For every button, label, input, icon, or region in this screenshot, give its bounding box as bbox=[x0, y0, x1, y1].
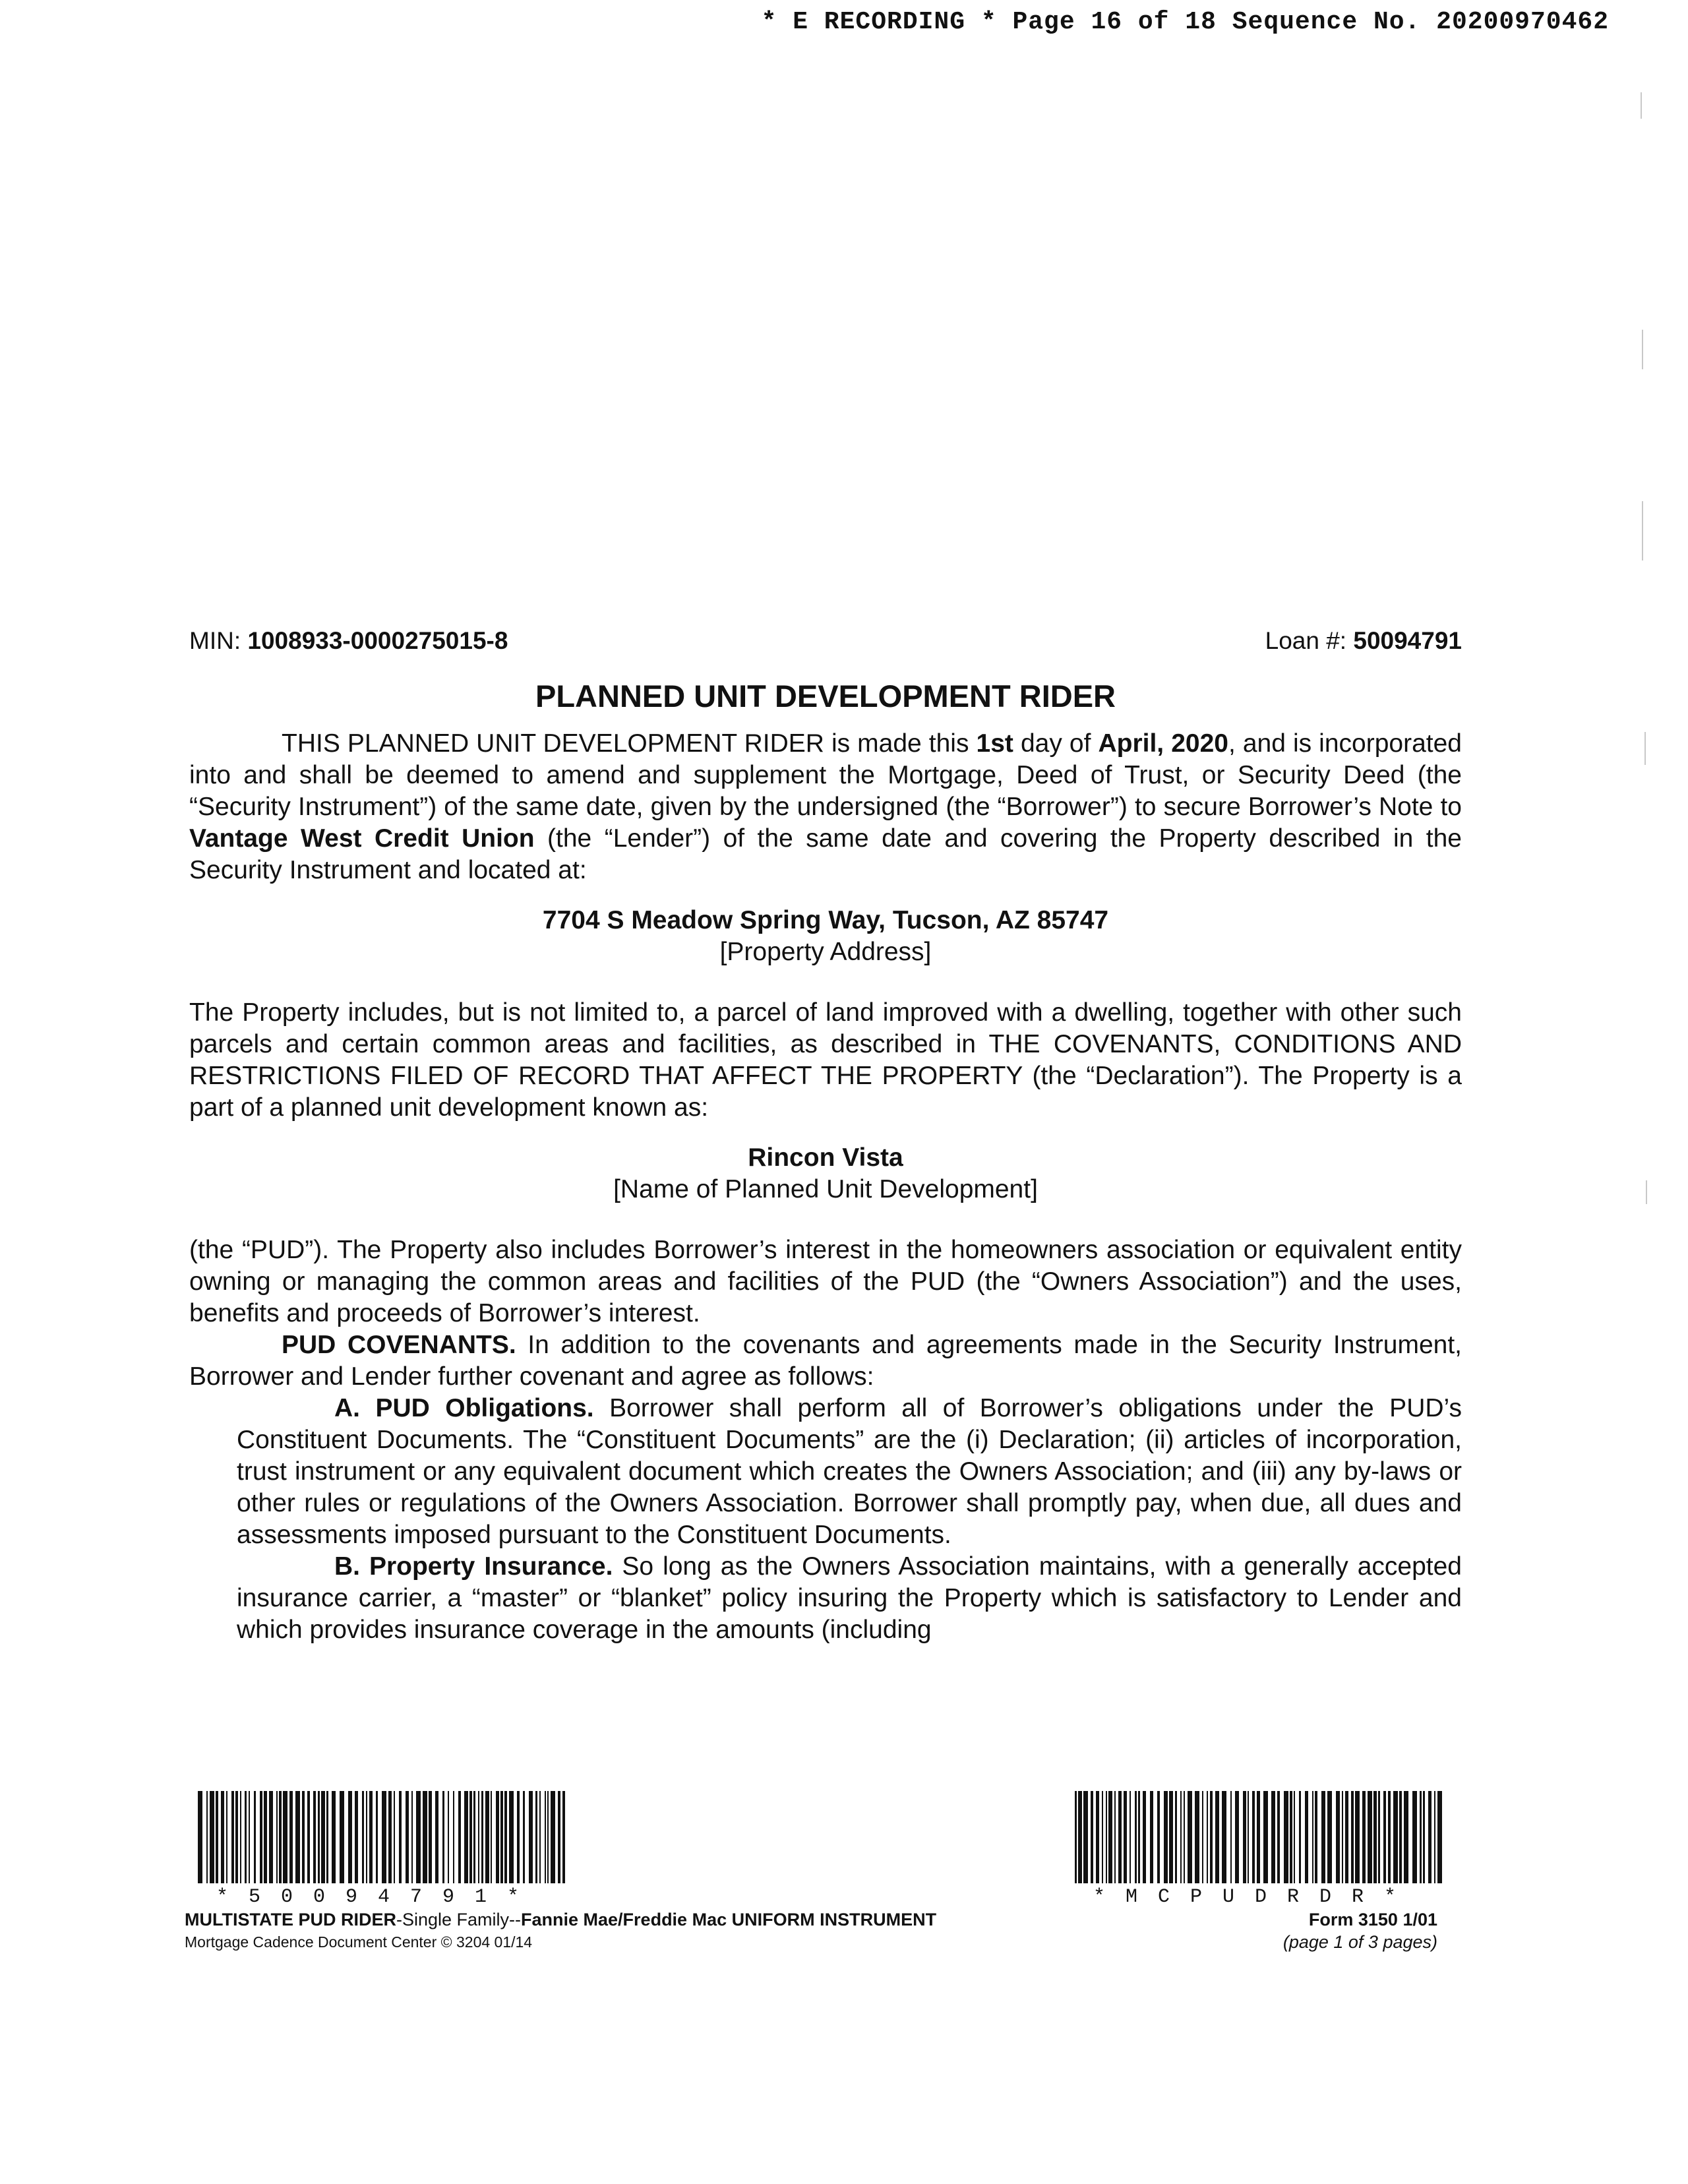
barcode-bar bbox=[478, 1791, 479, 1883]
barcode-bar bbox=[289, 1791, 293, 1883]
barcode-bar bbox=[545, 1791, 546, 1883]
barcode-bar bbox=[453, 1791, 454, 1883]
page-count: (page 1 of 3 pages) bbox=[1282, 1932, 1437, 1952]
barcode-bar bbox=[1083, 1791, 1088, 1883]
barcode-bar bbox=[423, 1791, 427, 1883]
barcode-bar bbox=[1248, 1791, 1249, 1883]
form-title bbox=[185, 1908, 936, 1931]
loan-label: Loan #: bbox=[1265, 627, 1354, 654]
barcode-bar bbox=[295, 1791, 300, 1883]
barcode-bar bbox=[1075, 1791, 1077, 1883]
barcode-bar bbox=[442, 1791, 444, 1883]
barcode-bar bbox=[1404, 1791, 1408, 1883]
form-barcode-text: *MCPUDRDR* bbox=[1093, 1886, 1417, 1908]
recording-header: * E RECORDING * Page 16 of 18 Sequence No. 20200970462 bbox=[761, 8, 1609, 36]
barcode-bar bbox=[245, 1791, 247, 1883]
barcode-bar bbox=[226, 1791, 227, 1883]
barcode-bar bbox=[464, 1791, 468, 1883]
barcode-bar bbox=[1434, 1791, 1435, 1883]
barcode-bar bbox=[1118, 1791, 1122, 1883]
form-barcode-bars bbox=[1075, 1791, 1444, 1883]
barcode-bar bbox=[523, 1791, 525, 1883]
barcode-bar bbox=[1135, 1791, 1137, 1883]
loan-barcode-bars bbox=[198, 1791, 567, 1883]
barcode-bar bbox=[1321, 1791, 1325, 1883]
scan-mark bbox=[1646, 1180, 1647, 1204]
page-footer bbox=[185, 1791, 1464, 1962]
form-title-block bbox=[185, 1908, 936, 1953]
form-barcode bbox=[1075, 1791, 1444, 1908]
barcode-bar bbox=[302, 1791, 305, 1883]
barcode-bar bbox=[1188, 1791, 1192, 1883]
barcode-bar bbox=[1130, 1791, 1131, 1883]
barcode-bar bbox=[500, 1791, 503, 1883]
barcode-bar bbox=[249, 1791, 250, 1883]
barcode-bar bbox=[307, 1791, 310, 1883]
barcode-bar bbox=[206, 1791, 208, 1883]
vendor-line: Mortgage Cadence Document Center © 3204 01/14 bbox=[185, 1933, 533, 1951]
section-a-heading: A. PUD Obligations. bbox=[334, 1394, 594, 1422]
barcode-bar bbox=[1150, 1791, 1153, 1883]
barcode-bar bbox=[326, 1791, 328, 1883]
intro-text: (the “Lender”) of the same date and covering the Property described in the Security Instrument and located at: bbox=[189, 824, 1462, 884]
barcode-bar bbox=[376, 1791, 378, 1883]
section-b-text: So long as the Owners Association maintains, with a generally accepted insurance carrier, a “master” or “blanket” policy insuring the Property which is satisfactory to Lender and which provides insurance coverage in the amounts (including bbox=[237, 1552, 1462, 1644]
barcode-bar bbox=[1345, 1791, 1348, 1883]
intro-paragraph bbox=[189, 728, 1462, 886]
rider-date: April, 2020 bbox=[1098, 729, 1228, 758]
pud-paragraph: (the “PUD”). The Property also includes Borrower’s interest in the homeowners association or equivalent entity owning or managing the common areas and facilities of the PUD (the “Owners Association”) and the uses, benefits and proceeds of Borrower’s interest. bbox=[189, 1236, 1462, 1327]
min-label: MIN: bbox=[189, 627, 248, 654]
section-a-paragraph bbox=[189, 1393, 1462, 1551]
barcode-bar bbox=[406, 1791, 409, 1883]
barcode-bar bbox=[269, 1791, 273, 1883]
loan-value: 50094791 bbox=[1353, 627, 1462, 654]
section-b-heading: B. Property Insurance. bbox=[334, 1552, 613, 1581]
barcode-bar bbox=[254, 1791, 256, 1883]
barcode-bar bbox=[1078, 1791, 1082, 1883]
document-title: PLANNED UNIT DEVELOPMENT RIDER bbox=[535, 679, 1116, 713]
lender-name: Vantage West Credit Union bbox=[189, 824, 535, 853]
barcode-bar bbox=[481, 1791, 483, 1883]
barcode-bar bbox=[1243, 1791, 1246, 1883]
barcode-bar bbox=[264, 1791, 267, 1883]
barcode-bar bbox=[340, 1791, 344, 1883]
barcode-bar bbox=[318, 1791, 320, 1883]
barcode-bar bbox=[529, 1791, 533, 1883]
loan-barcode-text: *50094791* bbox=[216, 1886, 540, 1908]
barcode-bar bbox=[369, 1791, 373, 1883]
barcode-bar bbox=[1124, 1791, 1127, 1883]
loan-number bbox=[1265, 625, 1462, 657]
barcode-bar bbox=[276, 1791, 278, 1883]
barcode-bar bbox=[1102, 1791, 1103, 1883]
property-address-caption: [Property Address] bbox=[719, 938, 932, 966]
barcode-bar bbox=[198, 1791, 202, 1883]
barcode-bar bbox=[348, 1791, 352, 1883]
barcode-bar bbox=[332, 1791, 336, 1883]
barcode-bar bbox=[1428, 1791, 1432, 1883]
intro-text: day of bbox=[1013, 729, 1099, 758]
barcode-bar bbox=[1138, 1791, 1140, 1883]
barcode-bar bbox=[1420, 1791, 1422, 1883]
barcode-bar bbox=[1215, 1791, 1219, 1883]
barcode-bar bbox=[517, 1791, 520, 1883]
barcode-bar bbox=[1184, 1791, 1185, 1883]
scan-mark bbox=[1644, 732, 1646, 765]
barcode-bar bbox=[1423, 1791, 1425, 1883]
barcode-bar bbox=[1108, 1791, 1112, 1883]
intro-text: THIS PLANNED UNIT DEVELOPMENT RIDER is made this bbox=[282, 729, 977, 758]
barcode-bar bbox=[458, 1791, 461, 1883]
barcode-bar bbox=[469, 1791, 472, 1883]
barcode-bar bbox=[509, 1791, 514, 1883]
barcode-bar bbox=[216, 1791, 218, 1883]
barcode-bar bbox=[562, 1791, 565, 1883]
barcode-bar bbox=[313, 1791, 316, 1883]
barcode-bar bbox=[1399, 1791, 1402, 1883]
barcode-bar bbox=[1284, 1791, 1288, 1883]
barcode-bar bbox=[1175, 1791, 1177, 1883]
barcode-bar bbox=[1263, 1791, 1268, 1883]
barcode-bar bbox=[1271, 1791, 1275, 1883]
form-number: Form 3150 1/01 bbox=[1308, 1910, 1437, 1929]
barcode-bar bbox=[1393, 1791, 1398, 1883]
barcode-bar bbox=[473, 1791, 475, 1883]
barcode-bar bbox=[362, 1791, 364, 1883]
pud-name: Rincon Vista bbox=[748, 1143, 903, 1172]
document-body bbox=[189, 625, 1462, 1646]
barcode-bar bbox=[1114, 1791, 1116, 1883]
barcode-bar bbox=[1327, 1791, 1332, 1883]
barcode-bar bbox=[551, 1791, 555, 1883]
barcode-bar bbox=[1210, 1791, 1213, 1883]
barcode-bar bbox=[382, 1791, 386, 1883]
id-row bbox=[189, 625, 1462, 657]
pud-name-block bbox=[189, 1142, 1462, 1205]
barcode-bar bbox=[411, 1791, 413, 1883]
barcode-bar bbox=[240, 1791, 241, 1883]
min-value: 1008933-0000275015-8 bbox=[247, 627, 508, 654]
form-title-part: MULTISTATE PUD RIDER bbox=[185, 1910, 396, 1929]
section-b-paragraph bbox=[189, 1551, 1462, 1646]
barcode-bar bbox=[491, 1791, 492, 1883]
rider-day: 1st bbox=[976, 729, 1013, 758]
barcode-bar bbox=[416, 1791, 421, 1883]
barcode-bar bbox=[535, 1791, 537, 1883]
barcode-bar bbox=[435, 1791, 438, 1883]
barcode-bar bbox=[1299, 1791, 1301, 1883]
barcode-bar bbox=[1180, 1791, 1182, 1883]
intro-text: , and is incorporated into and shall be deemed to amend and supplement the Mortgage, Deed of Trust, or Security Deed (the “Security Instrument”) of the same date, given by the undersigned (the “Borrower”) to secure Borrower’s Note to bbox=[189, 729, 1462, 821]
property-address-block bbox=[189, 905, 1462, 968]
barcode-bar bbox=[1222, 1791, 1226, 1883]
barcode-bar bbox=[539, 1791, 541, 1883]
loan-barcode bbox=[198, 1791, 567, 1908]
barcode-bar bbox=[1277, 1791, 1280, 1883]
barcode-bar bbox=[1106, 1791, 1107, 1883]
barcode-bar bbox=[1202, 1791, 1203, 1883]
form-title-part: Fannie Mae/Freddie Mac UNIFORM INSTRUMENT bbox=[521, 1910, 937, 1929]
barcode-bar bbox=[1157, 1791, 1160, 1883]
barcode-bar bbox=[399, 1791, 402, 1883]
scan-mark bbox=[1641, 92, 1642, 119]
barcode-bar bbox=[1294, 1791, 1295, 1883]
barcode-bar bbox=[1230, 1791, 1232, 1883]
covenants-heading: PUD COVENANTS. bbox=[282, 1331, 516, 1359]
barcode-bar bbox=[485, 1791, 489, 1883]
barcode-bar bbox=[1252, 1791, 1255, 1883]
covenants-text: In addition to the covenants and agreements made in the Security Instrument, Borrower and Lender further covenant and agree as follows: bbox=[189, 1331, 1462, 1391]
barcode-bar bbox=[1235, 1791, 1239, 1883]
barcode-bar bbox=[1336, 1791, 1340, 1883]
property-address: 7704 S Meadow Spring Way, Tucson, AZ 85747 bbox=[542, 906, 1109, 934]
barcode-bar bbox=[448, 1791, 449, 1883]
barcode-bar bbox=[1257, 1791, 1260, 1883]
barcode-bar bbox=[1383, 1791, 1386, 1883]
barcode-bar bbox=[210, 1791, 214, 1883]
barcode-bar bbox=[235, 1791, 238, 1883]
barcode-bar bbox=[231, 1791, 234, 1883]
barcode-bar bbox=[1342, 1791, 1343, 1883]
pud-name-caption: [Name of Planned Unit Development] bbox=[613, 1175, 1038, 1203]
barcode-bar bbox=[321, 1791, 325, 1883]
barcode-bar bbox=[279, 1791, 282, 1883]
barcode-bar bbox=[221, 1791, 224, 1883]
barcode-bar bbox=[1305, 1791, 1308, 1883]
barcode-bar bbox=[429, 1791, 432, 1883]
barcode-bar bbox=[1169, 1791, 1173, 1883]
barcode-bar bbox=[1373, 1791, 1377, 1883]
min-number bbox=[189, 625, 508, 657]
barcode-bar bbox=[547, 1791, 549, 1883]
form-title-part: -Single Family-- bbox=[396, 1910, 522, 1929]
barcode-bar bbox=[1091, 1791, 1093, 1883]
barcode-bar bbox=[1351, 1791, 1354, 1883]
barcode-bar bbox=[1368, 1791, 1372, 1883]
barcode-bar bbox=[366, 1791, 367, 1883]
barcode-bar bbox=[1315, 1791, 1317, 1883]
scan-mark bbox=[1642, 501, 1643, 561]
barcode-bar bbox=[1195, 1791, 1199, 1883]
section-a-text: Borrower shall perform all of Borrower’s obligations under the PUD’s Constituent Documents. The “Constituent Documents” are the (i) Declaration; (ii) articles of incorporation, trust instrument or any equivalent document which creates the Owners Association; and (iii) any by-laws or other rules or regulations of the Owners Association. Borrower shall promptly pay, when due, all dues and assessments imposed pursuant to the Constituent Documents. bbox=[237, 1394, 1462, 1549]
form-number-block bbox=[1283, 1908, 1437, 1953]
barcode-bar bbox=[1143, 1791, 1146, 1883]
barcode-bar bbox=[1355, 1791, 1360, 1883]
barcode-bar bbox=[504, 1791, 507, 1883]
barcode-bar bbox=[1362, 1791, 1366, 1883]
barcode-bar bbox=[283, 1791, 287, 1883]
property-paragraph: The Property includes, but is not limited to, a parcel of land improved with a dwelling, together with other such parcels and certain common areas and facilities, as described in THE COVENANTS, CONDITIONS AND RESTRICTIONS FILED OF RECORD THAT AFFECT THE PROPERTY (the “Declaration”). The Property is a part of a planned unit development known as: bbox=[189, 998, 1462, 1122]
barcode-bar bbox=[1437, 1791, 1442, 1883]
barcode-bar bbox=[1312, 1791, 1313, 1883]
barcode-bar bbox=[388, 1791, 392, 1883]
barcode-bar bbox=[1378, 1791, 1380, 1883]
barcode-bar bbox=[1164, 1791, 1168, 1883]
barcode-bar bbox=[1412, 1791, 1417, 1883]
barcode-bar bbox=[1207, 1791, 1208, 1883]
barcode-bar bbox=[355, 1791, 358, 1883]
barcode-bar bbox=[394, 1791, 395, 1883]
barcode-bar bbox=[1290, 1791, 1292, 1883]
barcode-bar bbox=[1388, 1791, 1391, 1883]
pud-covenants-paragraph bbox=[189, 1329, 1462, 1393]
barcode-bar bbox=[260, 1791, 262, 1883]
barcode-bar bbox=[1096, 1791, 1099, 1883]
barcode-bar bbox=[496, 1791, 499, 1883]
scan-mark bbox=[1642, 330, 1643, 369]
barcode-bar bbox=[558, 1791, 560, 1883]
